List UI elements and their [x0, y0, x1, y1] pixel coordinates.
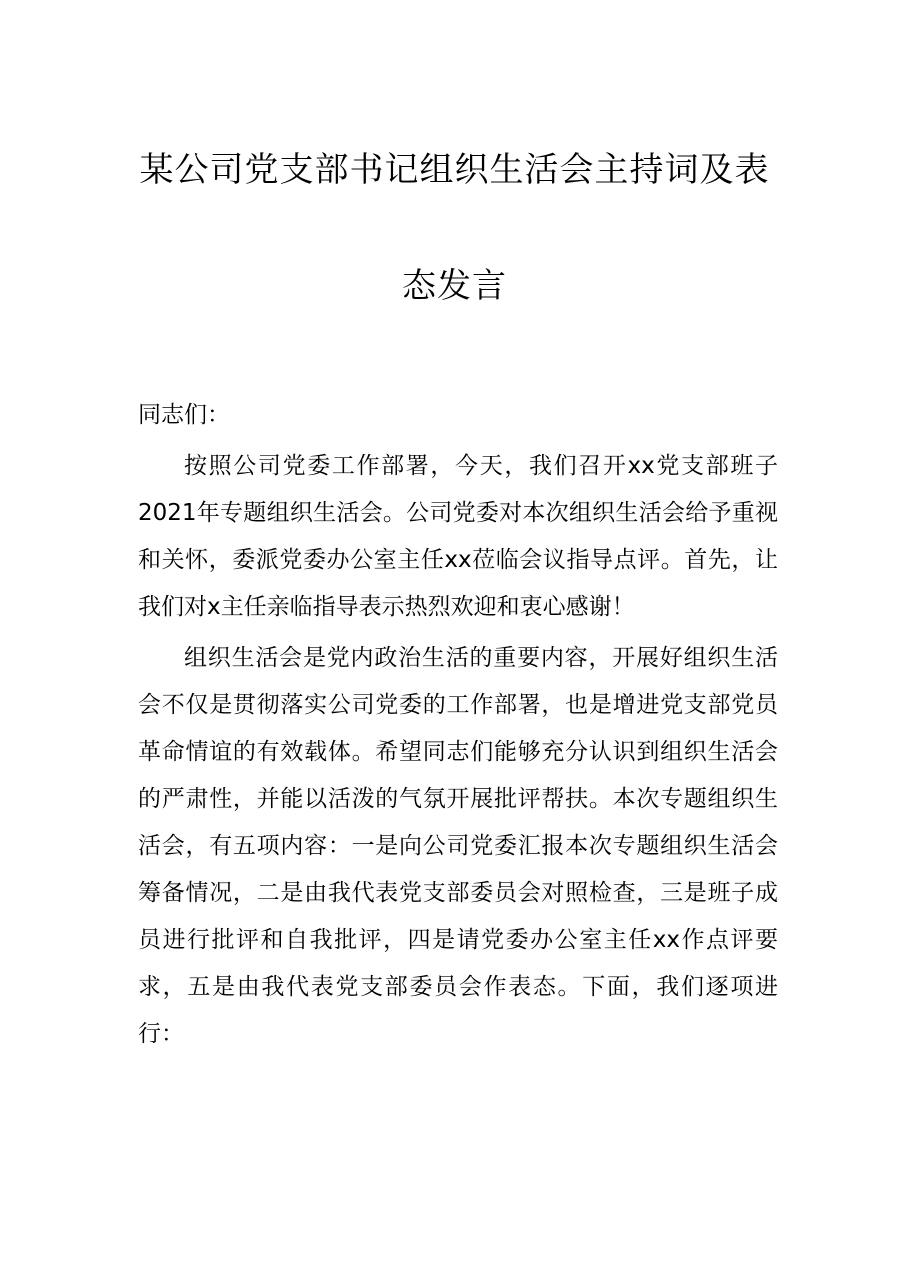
- document-title-line-2: 态发言: [402, 266, 507, 306]
- paragraph-opening: 按照公司党委工作部署，今天，我们召开xx党支部班子2021年专题组织生活会。公司党委对本次组织生活会给予重视和关怀，委派党委办公室主任xx莅临会议指导点评。首先，让我们对x主任亲临指导表示热烈欢迎和衷心感谢！: [138, 453, 778, 620]
- document-title-line-1: 某公司党支部书记组织生活会主持词及表: [139, 150, 770, 190]
- document-body: [138, 392, 778, 1062]
- salutation: 同志们：: [138, 402, 230, 428]
- paragraph-agenda: 组织生活会是党内政治生活的重要内容，开展好组织生活会不仅是贯彻落实公司党委的工作部署，也是增进党支部党员革命情谊的有效载体。希望同志们能够充分认识到组织生活会的严肃性，并能以活泼的气氛开展批评帮扶。本次专题组织生活会，有五项内容：一是向公司党委汇报本次专题组织生活会筹备情况，二是由我代表党支部委员会对照检查，三是班子成员进行批评和自我批评，四是请党委办公室主任xx作点评要求，五是由我代表党支部委员会作表态。下面，我们逐项进行：: [138, 645, 778, 1047]
